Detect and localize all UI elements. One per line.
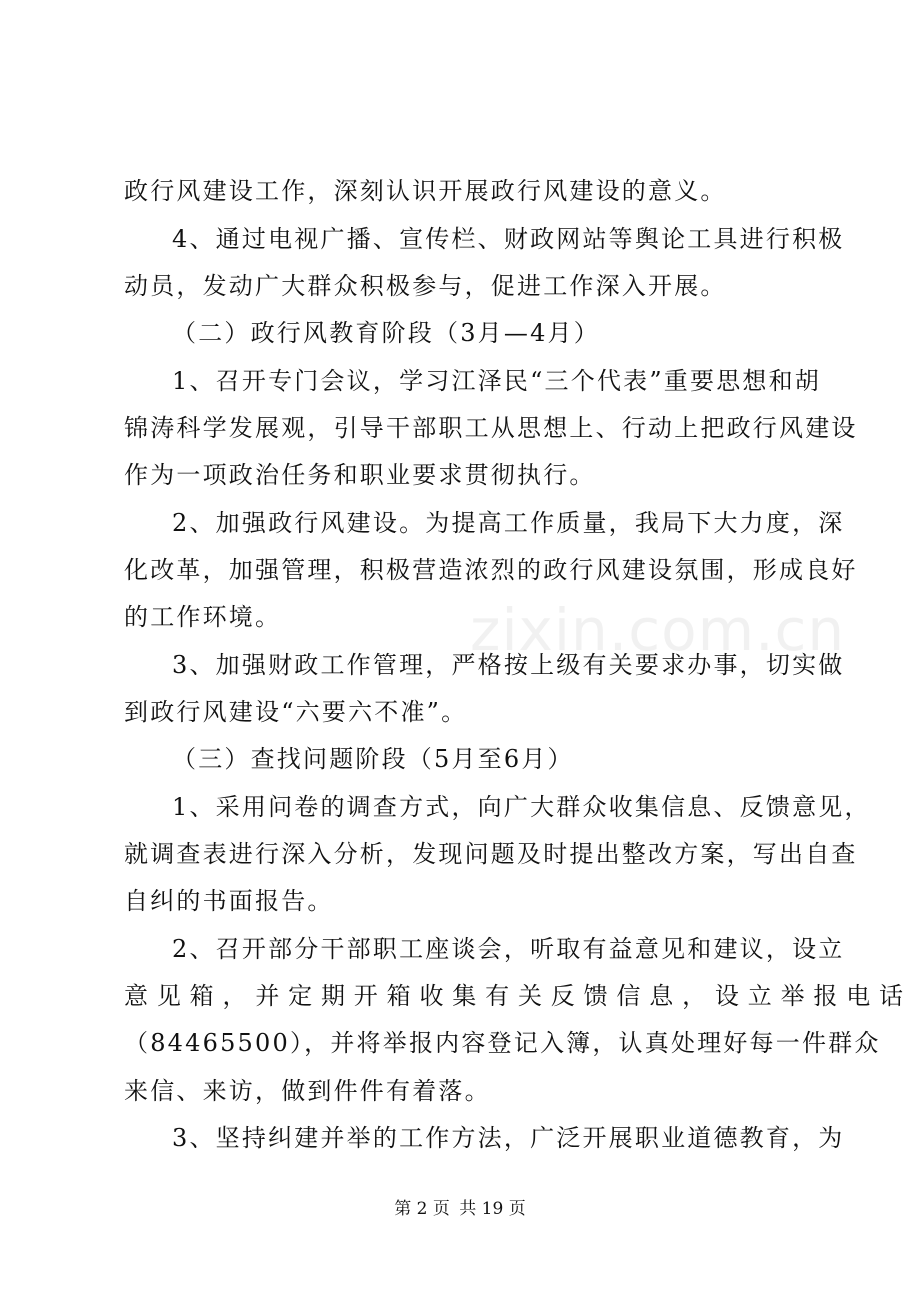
body-line: 的工作环境。 (124, 603, 282, 631)
body-line: 3、加强财政工作管理，严格按上级有关要求办事，切实做 (172, 651, 845, 679)
body-line: 作为一项政治任务和职业要求贯彻执行。 (124, 461, 596, 489)
body-line: 4、通过电视广播、宣传栏、财政网站等舆论工具进行积极 (172, 225, 845, 253)
body-line: 动员，发动广大群众积极参与，促进工作深入开展。 (124, 272, 727, 300)
section-heading: （二）政行风教育阶段（3月—4月） (172, 319, 600, 347)
section-heading: （三）查找问题阶段（5月至6月） (172, 745, 574, 773)
body-line: 2、召开部分干部职工座谈会，听取有益意见和建议，设立 (172, 935, 845, 963)
body-line: 到政行风建设“六要六不准”。 (124, 698, 468, 726)
body-line: 1、召开专门会议，学习江泽民“三个代表”重要思想和胡 (172, 367, 822, 395)
page-total: 共 19 页 (459, 1199, 526, 1219)
body-line: 3、坚持纠建并举的工作方法，广泛开展职业道德教育，为 (172, 1124, 845, 1152)
body-line: 来信、来访，做到件件有着落。 (124, 1077, 491, 1105)
body-line: （84465500），并将举报内容登记入簿，认真处理好每一件群众 (124, 1029, 881, 1057)
body-line: 就调查表进行深入分析，发现问题及时提出整改方案，写出自查 (124, 840, 858, 868)
page-footer (0, 1198, 920, 1220)
watermark: zixin.com.cn (470, 596, 846, 664)
body-line: 1、采用问卷的调查方式，向广大群众收集信息、反馈意见， (172, 793, 871, 821)
body-line: 锦涛科学发展观，引导干部职工从思想上、行动上把政行风建设 (124, 414, 858, 442)
body-line: 自纠的书面报告。 (124, 887, 334, 915)
body-line: 意 见 箱 ， 并 定 期 开 箱 收 集 有 关 反 馈 信 息 ， 设 立 举 报 电 话 (124, 982, 904, 1010)
page-number: 第 2 页 (394, 1199, 450, 1219)
body-line: 化改革，加强管理，积极营造浓烈的政行风建设氛围，形成良好 (124, 556, 858, 584)
body-line: 2、加强政行风建设。为提高工作质量，我局下大力度，深 (172, 509, 845, 537)
body-line: 政行风建设工作，深刻认识开展政行风建设的意义。 (124, 177, 727, 205)
